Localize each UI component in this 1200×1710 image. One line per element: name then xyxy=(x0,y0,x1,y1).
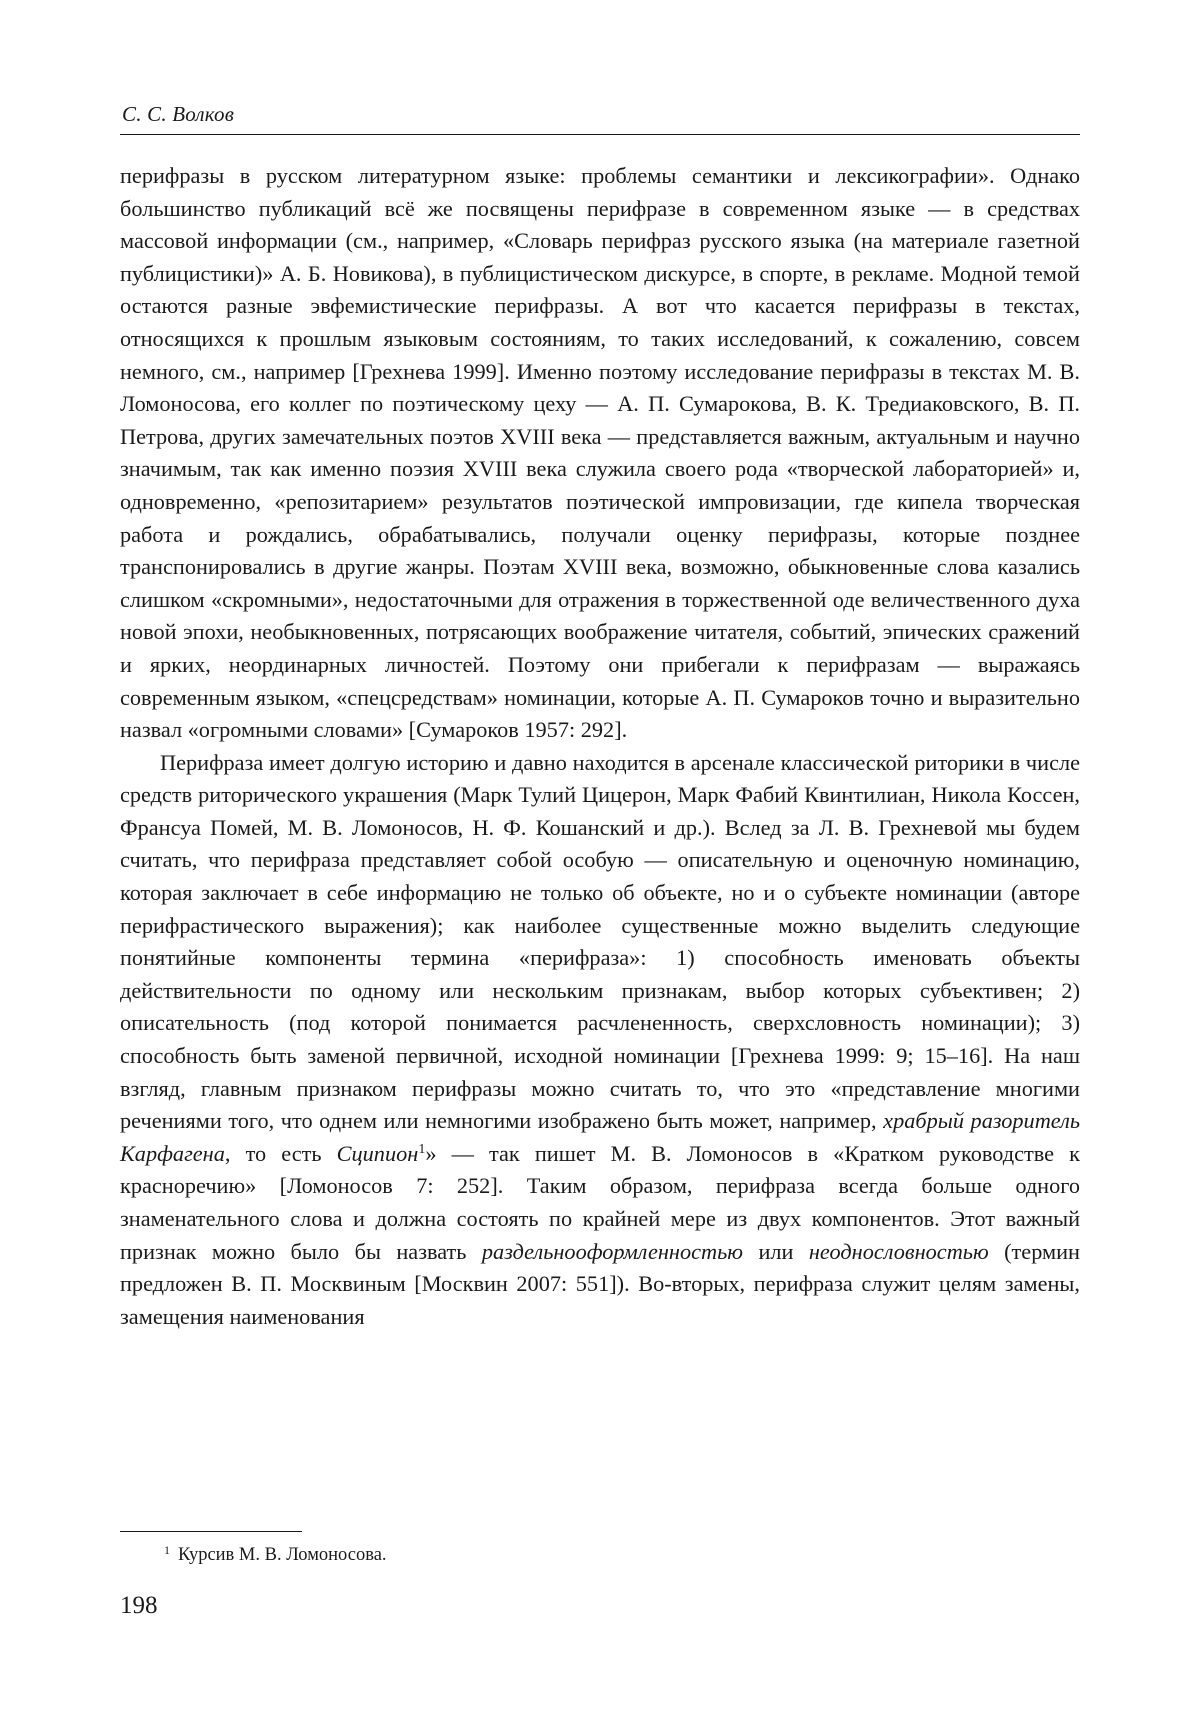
footnote-reference[interactable]: 1 xyxy=(418,1141,426,1157)
footnote-rule xyxy=(120,1531,302,1532)
main-text xyxy=(120,160,1080,1333)
paragraph-2 xyxy=(120,747,1080,1334)
italic-phrase-razoritel: храбрый разоритель Карфагена xyxy=(120,1108,1081,1166)
italic-term-razdelnooformlennost: раздельнооформленностью xyxy=(481,1238,743,1264)
page-number: 198 xyxy=(120,1592,158,1619)
running-head-author: С. С. Волков xyxy=(122,102,235,126)
header-rule xyxy=(120,134,1080,135)
italic-term-neodnoslovnost: неоднословностью xyxy=(808,1238,989,1264)
paragraph-1-text: перифразы в русском литературном языке: проблемы семантики и лексикографии». Однако большинство публикаций всё же посвящены перифразе в современном языке — в средствах массовой информации (см., например, «Словарь перифраз русского языка (на материале газетной публицистики)» А. Б. Новикова), в публицистическом дискурсе, в спорте, в рекламе. Модной темой остаются разные эвфемистические перифразы. А вот что касается перифразы в текстах, относящихся к прошлым языковым состояниям, то таких исследований, к сожалению, совсем немного, см., например [Грехнева 1999]. Именно поэтому исследование перифразы в текстах М. В. Ломоносова, его коллег по поэтическому цеху — А. П. Сумарокова, В. К. Тредиаковского, В. П. Петрова, других замечательных поэтов XVIII века — представляется важным, актуальным и научно значимым, так как именно поэзия XVIII века служила своего рода «творческой лабораторией» и, одновременно, «репозитарием» результатов поэтической импровизации, где кипела творческая работа и рождались, обрабатывались, получали оценку перифразы, которые позднее транспонировались в другие жанры. Поэтам XVIII века, возможно, обыкновенные слова казались слишком «скромными», недостаточными для отражения в торжественной оде величественного духа новой эпохи, необыкновенных, потрясающих воображение читателя, событий, эпических сражений и ярких, неординарных личностей. Поэтому они прибегали к перифразам — выражаясь современным языком, «спецсредствам» номинации, которые А. П. Сумароков точно и выразительно назвал «огромными словами» [Сумароков 1957: 292]. xyxy=(120,163,1080,743)
paragraph-2-text-b: , то есть xyxy=(224,1140,337,1166)
footnote-marker: 1 xyxy=(164,1543,170,1557)
footnote-text: Курсив М. В. Ломоносова. xyxy=(178,1545,387,1565)
italic-word-scipion: Сципион xyxy=(336,1140,419,1166)
paragraph-2-text-c: » — так пишет М. В. Ломоносов в «Кратком руководстве к красноречию» [Ломоносов 7: 252]. Таким образом, перифраза всегда больше одного знаменательного слова и должна состоять по крайней мере из двух компонентов. Этот важный признак можно было бы назвать xyxy=(120,1140,1080,1264)
paragraph-2-text-d: или xyxy=(743,1238,809,1264)
paragraph-1 xyxy=(120,160,1080,747)
footnote xyxy=(164,1543,387,1567)
paragraph-2-text-a: Перифраза имеет долгую историю и давно находится в арсенале классической риторики в числе средств риторического украшения (Марк Тулий Цицерон, Марк Фабий Квинтилиан, Никола Коссен, Франсуа Помей, М. В. Ломоносов, Н. Ф. Кошанский и др.). Вслед за Л. В. Грехневой мы будем считать, что перифраза представляет собой особую — описательную и оценочную номинацию, которая заключает в себе информацию не только об объекте, но и о субъекте номинации (авторе перифрастического выражения); как наиболее существенные можно выделить следующие понятийные компоненты термина «перифраза»: 1) способность именовать объекты действительности по одному или нескольким признакам, выбор которых субъективен; 2) описательность (под которой понимается расчлененность, сверхсловность номинации); 3) способность быть заменой первичной, исходной номинации [Грехнева 1999: 9; 15–16]. На наш взгляд, главным признаком перифразы можно считать то, что это «представление многими речениями того, что однем или немногими изображено быть может, например, xyxy=(120,749,1080,1134)
paragraph-2-text-e: (термин предложен В. П. Москвиным [Москвин 2007: 551]). Во-вторых, перифраза служит целям замены, замещения наименования xyxy=(120,1238,1080,1329)
